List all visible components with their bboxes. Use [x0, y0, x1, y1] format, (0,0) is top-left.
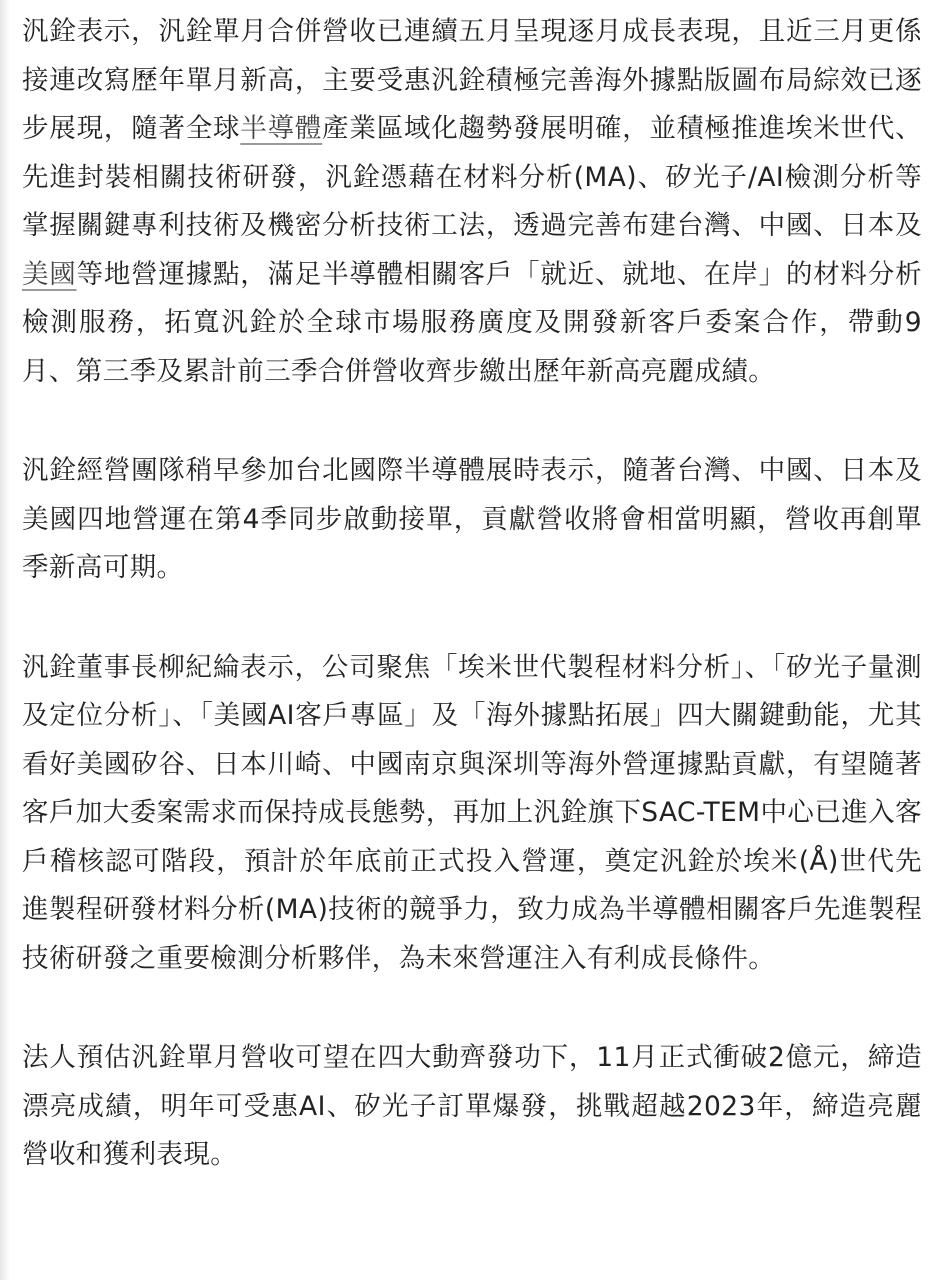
paragraph-1	[22, 8, 922, 396]
article-body	[22, 8, 922, 1180]
paragraph-3: 汎銓董事長柳紀綸表示，公司聚焦「埃米世代製程材料分析」、「矽光子量測及定位分析」、「美國AI客戶專區」及「海外據點拓展」四大關鍵動能，尤其看好美國矽谷、日本川崎、中國南京與深圳等海外營運據點貢獻，有望隨著客戶加大委案需求而保持成長態勢，再加上汎銓旗下SAC-TEM中心已進入客戶稽核認可階段，預計於年底前正式投入營運，奠定汎銓於埃米(Å)世代先進製程研發材料分析(MA)技術的競爭力，致力成為半導體相關客戶先進製程技術研發之重要檢測分析夥伴，為未來營運注入有利成長條件。	[22, 651, 922, 974]
link-usa[interactable]: 美國	[22, 258, 77, 290]
paragraph-1-text-b: 產業區域化趨勢發展明確，並積極推進埃米世代、先進封裝相關技術研發，汎銓憑藉在材料分析(MA)、矽光子/AI檢測分析等掌握關鍵專利技術及機密分析技術工法，透過完善布建台灣、中國、日本及	[22, 113, 922, 241]
paragraph-1-text-a: 汎銓表示，汎銓單月合併營收已連續五月呈現逐月成長表現，且近三月更係接連改寫歷年單月新高，主要受惠汎銓積極完善海外據點版圖布局綜效已逐步展現，隨著全球	[22, 16, 922, 144]
paragraph-4: 法人預估汎銓單月營收可望在四大動齊發功下，11月正式衝破2億元，締造漂亮成績，明年可受惠AI、矽光子訂單爆發，挑戰超越2023年，締造亮麗營收和獲利表現。	[22, 1042, 922, 1170]
paragraph-1-text-c: 等地營運據點，滿足半導體相關客戶「就近、就地、在岸」的材料分析檢測服務，拓寬汎銓於全球市場服務廣度及開發新客戶委案合作，帶動9月、第三季及累計前三季合併營收齊步繳出歷年新高亮麗成績。	[22, 258, 922, 387]
left-edge-shadow	[0, 0, 10, 1280]
link-semiconductor[interactable]: 半導體	[240, 113, 323, 144]
paragraph-2: 汎銓經營團隊稍早參加台北國際半導體展時表示，隨著台灣、中國、日本及美國四地營運在第4季同步啟動接單，貢獻營收將會相當明顯，營收再創單季新高可期。	[22, 455, 922, 583]
